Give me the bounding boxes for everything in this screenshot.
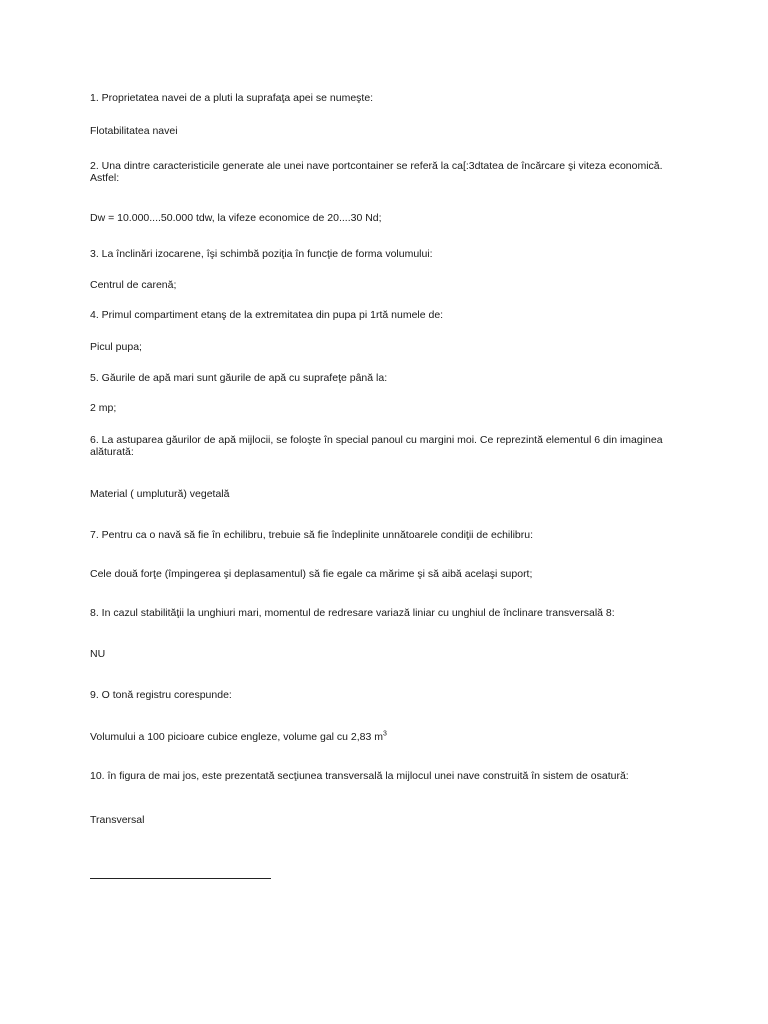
question-8: 8. In cazul stabilităţii la unghiuri mari, momentul de redresare variază liniar cu unghiul de înclinare transversală 8:: [90, 607, 615, 619]
question-3: 3. La înclinări izocarene, îşi schimbă poziţia în funcţie de forma volumului:: [90, 248, 433, 260]
answer-10: Transversal: [90, 814, 145, 826]
question-4: 4. Primul compartiment etanş de la extremitatea din pupa pi 1rtă numele de:: [90, 309, 444, 321]
question-7: 7. Pentru ca o navă să fie în echilibru, trebuie să fie îndeplinite unnătoarele condiţii de echilibru:: [90, 529, 534, 541]
footnote-separator-line: [90, 878, 271, 879]
answer-1: Flotabilitatea navei: [90, 125, 178, 137]
answer-9: [90, 731, 690, 743]
answer-2: Dw = 10.000....50.000 tdw, la vifeze economice de 20....30 Nd;: [90, 212, 382, 224]
answer-8: NU: [90, 648, 106, 660]
question-6: 6. La astuparea găurilor de apă mijlocii, se foloşte în special panoul cu margini moi. Ce reprezintă elementul 6 din imaginea alăturată:: [90, 434, 666, 458]
answer-6: Material ( umplutură) vegetală: [90, 488, 230, 500]
answer-5: 2 mp;: [90, 402, 117, 414]
question-1: 1. Proprietatea navei de a pluti la suprafaţa apei se numeşte:: [90, 92, 374, 104]
question-5: 5. Găurile de apă mari sunt găurile de apă cu suprafeţe până la:: [90, 372, 388, 384]
answer-3: Centrul de carenă;: [90, 279, 177, 291]
answer-9-text: Volumului a 100 picioare cubice engleze, volume gal cu 2,83 m: [90, 731, 384, 743]
answer-4: Picul pupa;: [90, 341, 142, 353]
question-2: 2. Una dintre caracteristicile generate ale unei nave portcontainer se referă la ca[:3dtatea de încărcare şi viteza economică. Astfel:: [90, 160, 665, 184]
question-9: 9. O tonă registru corespunde:: [90, 689, 232, 701]
answer-9-superscript: 3: [383, 730, 387, 738]
answer-7: Cele două forţe (împingerea şi deplasamentul) să fie egale ca mărime şi să aibă acelaşi suport;: [90, 568, 533, 580]
question-10: 10. în figura de mai jos, este prezentată secţiunea transversală la mijlocul unei nave construită în sistem de osatură:: [90, 770, 629, 782]
